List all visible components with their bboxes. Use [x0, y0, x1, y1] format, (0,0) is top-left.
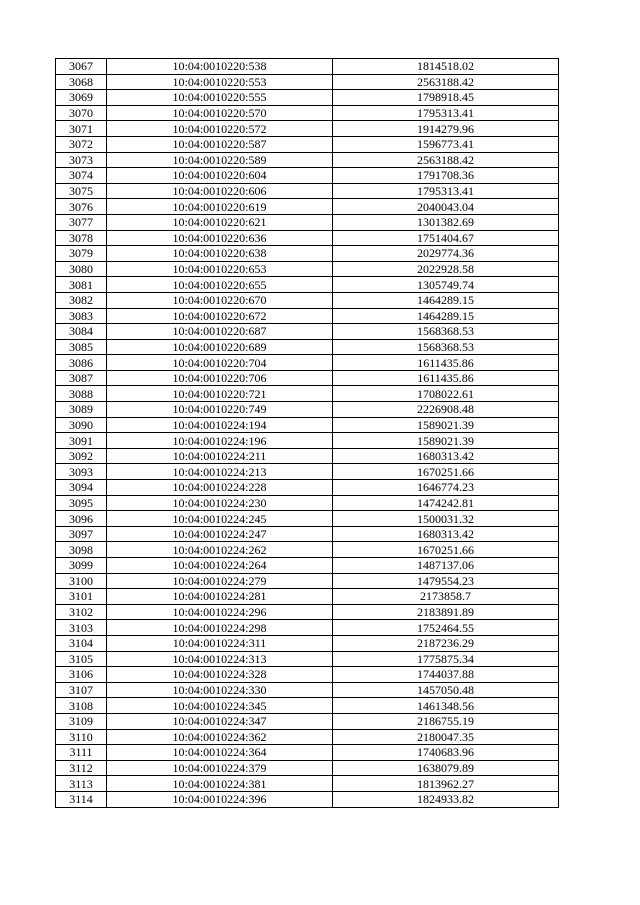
value-cell: 1791708.36 — [333, 168, 559, 184]
value-cell: 2180047.35 — [333, 729, 559, 745]
table-row — [56, 90, 559, 106]
row-number-cell: 3080 — [56, 261, 107, 277]
table-row — [56, 59, 559, 75]
row-number-cell: 3081 — [56, 277, 107, 293]
cadastral-number-cell: 10:04:0010224:311 — [107, 635, 333, 651]
row-number-cell: 3108 — [56, 698, 107, 714]
value-cell: 1474242.81 — [333, 495, 559, 511]
table-row — [56, 729, 559, 745]
table-row — [56, 620, 559, 636]
cadastral-number-cell: 10:04:0010224:396 — [107, 791, 333, 807]
row-number-cell: 3109 — [56, 713, 107, 729]
cadastral-number-cell: 10:04:0010220:704 — [107, 355, 333, 371]
table-row — [56, 183, 559, 199]
table-row — [56, 136, 559, 152]
cadastral-number-cell: 10:04:0010220:749 — [107, 402, 333, 418]
table-row — [56, 464, 559, 480]
row-number-cell: 3093 — [56, 464, 107, 480]
table-row — [56, 230, 559, 246]
row-number-cell: 3068 — [56, 74, 107, 90]
cadastral-number-cell: 10:04:0010224:247 — [107, 526, 333, 542]
value-cell: 1568368.53 — [333, 324, 559, 340]
table-row — [56, 651, 559, 667]
cadastral-number-cell: 10:04:0010224:262 — [107, 542, 333, 558]
row-number-cell: 3074 — [56, 168, 107, 184]
cadastral-number-cell: 10:04:0010220:706 — [107, 370, 333, 386]
row-number-cell: 3092 — [56, 448, 107, 464]
value-cell: 1744037.88 — [333, 667, 559, 683]
table-row — [56, 635, 559, 651]
value-cell: 2029774.36 — [333, 246, 559, 262]
row-number-cell: 3078 — [56, 230, 107, 246]
table-row — [56, 214, 559, 230]
value-cell: 1479554.23 — [333, 573, 559, 589]
table-row — [56, 448, 559, 464]
cadastral-number-cell: 10:04:0010220:670 — [107, 292, 333, 308]
cadastral-number-cell: 10:04:0010224:362 — [107, 729, 333, 745]
cadastral-number-cell: 10:04:0010220:570 — [107, 105, 333, 121]
row-number-cell: 3088 — [56, 386, 107, 402]
table-row — [56, 199, 559, 215]
row-number-cell: 3110 — [56, 729, 107, 745]
value-cell: 1464289.15 — [333, 308, 559, 324]
value-cell: 2226908.48 — [333, 402, 559, 418]
row-number-cell: 3086 — [56, 355, 107, 371]
cadastral-number-cell: 10:04:0010220:636 — [107, 230, 333, 246]
value-cell: 1670251.66 — [333, 542, 559, 558]
row-number-cell: 3101 — [56, 589, 107, 605]
table-row — [56, 370, 559, 386]
table-row — [56, 152, 559, 168]
value-cell: 1611435.86 — [333, 370, 559, 386]
value-cell: 1301382.69 — [333, 214, 559, 230]
value-cell: 1824933.82 — [333, 791, 559, 807]
value-cell: 1813962.27 — [333, 776, 559, 792]
table-row — [56, 168, 559, 184]
cadastral-number-cell: 10:04:0010224:328 — [107, 667, 333, 683]
table-row — [56, 261, 559, 277]
row-number-cell: 3096 — [56, 511, 107, 527]
row-number-cell: 3099 — [56, 558, 107, 574]
row-number-cell: 3112 — [56, 760, 107, 776]
row-number-cell: 3091 — [56, 433, 107, 449]
data-table — [55, 58, 559, 808]
row-number-cell: 3102 — [56, 604, 107, 620]
table-row — [56, 713, 559, 729]
cadastral-number-cell: 10:04:0010224:279 — [107, 573, 333, 589]
row-number-cell: 3072 — [56, 136, 107, 152]
cadastral-number-cell: 10:04:0010220:604 — [107, 168, 333, 184]
table-row — [56, 402, 559, 418]
cadastral-number-cell: 10:04:0010224:381 — [107, 776, 333, 792]
table-row — [56, 558, 559, 574]
cadastral-number-cell: 10:04:0010224:281 — [107, 589, 333, 605]
value-cell: 1814518.02 — [333, 59, 559, 75]
value-cell: 1457050.48 — [333, 682, 559, 698]
table-row — [56, 745, 559, 761]
cadastral-number-cell: 10:04:0010224:379 — [107, 760, 333, 776]
table-row — [56, 386, 559, 402]
value-cell: 2563188.42 — [333, 74, 559, 90]
value-cell: 1680313.42 — [333, 448, 559, 464]
table-row — [56, 791, 559, 807]
cadastral-number-cell: 10:04:0010220:655 — [107, 277, 333, 293]
row-number-cell: 3111 — [56, 745, 107, 761]
cadastral-number-cell: 10:04:0010224:228 — [107, 480, 333, 496]
value-cell: 1752464.55 — [333, 620, 559, 636]
row-number-cell: 3114 — [56, 791, 107, 807]
table-row — [56, 355, 559, 371]
table-row — [56, 698, 559, 714]
value-cell: 1461348.56 — [333, 698, 559, 714]
value-cell: 2040043.04 — [333, 199, 559, 215]
row-number-cell: 3103 — [56, 620, 107, 636]
row-number-cell: 3071 — [56, 121, 107, 137]
cadastral-number-cell: 10:04:0010224:211 — [107, 448, 333, 464]
row-number-cell: 3067 — [56, 59, 107, 75]
table-row — [56, 74, 559, 90]
cadastral-number-cell: 10:04:0010220:606 — [107, 183, 333, 199]
row-number-cell: 3073 — [56, 152, 107, 168]
row-number-cell: 3083 — [56, 308, 107, 324]
cadastral-number-cell: 10:04:0010220:621 — [107, 214, 333, 230]
cadastral-number-cell: 10:04:0010220:638 — [107, 246, 333, 262]
row-number-cell: 3097 — [56, 526, 107, 542]
cadastral-number-cell: 10:04:0010220:587 — [107, 136, 333, 152]
value-cell: 1795313.41 — [333, 105, 559, 121]
cadastral-number-cell: 10:04:0010220:689 — [107, 339, 333, 355]
value-cell: 2022928.58 — [333, 261, 559, 277]
row-number-cell: 3089 — [56, 402, 107, 418]
row-number-cell: 3094 — [56, 480, 107, 496]
value-cell: 1464289.15 — [333, 292, 559, 308]
table-row — [56, 526, 559, 542]
table-row — [56, 324, 559, 340]
value-cell: 1568368.53 — [333, 339, 559, 355]
row-number-cell: 3075 — [56, 183, 107, 199]
cadastral-number-cell: 10:04:0010220:555 — [107, 90, 333, 106]
value-cell: 1798918.45 — [333, 90, 559, 106]
row-number-cell: 3098 — [56, 542, 107, 558]
value-cell: 2563188.42 — [333, 152, 559, 168]
cadastral-number-cell: 10:04:0010224:194 — [107, 417, 333, 433]
table-row — [56, 604, 559, 620]
table-row — [56, 667, 559, 683]
value-cell: 1670251.66 — [333, 464, 559, 480]
value-cell: 1680313.42 — [333, 526, 559, 542]
value-cell: 1638079.89 — [333, 760, 559, 776]
cadastral-number-cell: 10:04:0010220:572 — [107, 121, 333, 137]
value-cell: 1708022.61 — [333, 386, 559, 402]
cadastral-number-cell: 10:04:0010224:264 — [107, 558, 333, 574]
value-cell: 1611435.86 — [333, 355, 559, 371]
cadastral-number-cell: 10:04:0010220:672 — [107, 308, 333, 324]
value-cell: 1775875.34 — [333, 651, 559, 667]
cadastral-number-cell: 10:04:0010224:196 — [107, 433, 333, 449]
cadastral-number-cell: 10:04:0010224:330 — [107, 682, 333, 698]
value-cell: 1740683.96 — [333, 745, 559, 761]
cadastral-number-cell: 10:04:0010224:364 — [107, 745, 333, 761]
row-number-cell: 3079 — [56, 246, 107, 262]
value-cell: 1795313.41 — [333, 183, 559, 199]
cadastral-number-cell: 10:04:0010224:296 — [107, 604, 333, 620]
row-number-cell: 3084 — [56, 324, 107, 340]
value-cell: 2183891.89 — [333, 604, 559, 620]
cadastral-number-cell: 10:04:0010220:538 — [107, 59, 333, 75]
row-number-cell: 3100 — [56, 573, 107, 589]
table-row — [56, 308, 559, 324]
row-number-cell: 3095 — [56, 495, 107, 511]
table-row — [56, 495, 559, 511]
cadastral-number-cell: 10:04:0010220:721 — [107, 386, 333, 402]
row-number-cell: 3085 — [56, 339, 107, 355]
table-row — [56, 760, 559, 776]
table-row — [56, 292, 559, 308]
cadastral-number-cell: 10:04:0010224:245 — [107, 511, 333, 527]
row-number-cell: 3082 — [56, 292, 107, 308]
value-cell: 1487137.06 — [333, 558, 559, 574]
cadastral-number-cell: 10:04:0010220:653 — [107, 261, 333, 277]
cadastral-number-cell: 10:04:0010220:687 — [107, 324, 333, 340]
value-cell: 1914279.96 — [333, 121, 559, 137]
table-row — [56, 121, 559, 137]
value-cell: 2187236.29 — [333, 635, 559, 651]
cadastral-number-cell: 10:04:0010220:589 — [107, 152, 333, 168]
value-cell: 1305749.74 — [333, 277, 559, 293]
value-cell: 2186755.19 — [333, 713, 559, 729]
table-row — [56, 573, 559, 589]
table-row — [56, 682, 559, 698]
cadastral-number-cell: 10:04:0010224:213 — [107, 464, 333, 480]
row-number-cell: 3077 — [56, 214, 107, 230]
row-number-cell: 3070 — [56, 105, 107, 121]
row-number-cell: 3090 — [56, 417, 107, 433]
table-row — [56, 417, 559, 433]
row-number-cell: 3104 — [56, 635, 107, 651]
value-cell: 2173858.7 — [333, 589, 559, 605]
value-cell: 1751404.67 — [333, 230, 559, 246]
cadastral-number-cell: 10:04:0010224:230 — [107, 495, 333, 511]
value-cell: 1500031.32 — [333, 511, 559, 527]
value-cell: 1646774.23 — [333, 480, 559, 496]
table-row — [56, 589, 559, 605]
row-number-cell: 3113 — [56, 776, 107, 792]
row-number-cell: 3069 — [56, 90, 107, 106]
value-cell: 1589021.39 — [333, 417, 559, 433]
row-number-cell: 3107 — [56, 682, 107, 698]
cadastral-number-cell: 10:04:0010224:347 — [107, 713, 333, 729]
table-row — [56, 246, 559, 262]
table-row — [56, 480, 559, 496]
table-row — [56, 339, 559, 355]
row-number-cell: 3076 — [56, 199, 107, 215]
cadastral-number-cell: 10:04:0010220:553 — [107, 74, 333, 90]
cadastral-number-cell: 10:04:0010224:345 — [107, 698, 333, 714]
value-cell: 1589021.39 — [333, 433, 559, 449]
table-row — [56, 511, 559, 527]
table-row — [56, 776, 559, 792]
table-body — [56, 59, 559, 808]
cadastral-number-cell: 10:04:0010220:619 — [107, 199, 333, 215]
value-cell: 1596773.41 — [333, 136, 559, 152]
table-row — [56, 542, 559, 558]
cadastral-number-cell: 10:04:0010224:298 — [107, 620, 333, 636]
table-row — [56, 433, 559, 449]
row-number-cell: 3087 — [56, 370, 107, 386]
row-number-cell: 3105 — [56, 651, 107, 667]
table-row — [56, 277, 559, 293]
row-number-cell: 3106 — [56, 667, 107, 683]
cadastral-number-cell: 10:04:0010224:313 — [107, 651, 333, 667]
table-row — [56, 105, 559, 121]
